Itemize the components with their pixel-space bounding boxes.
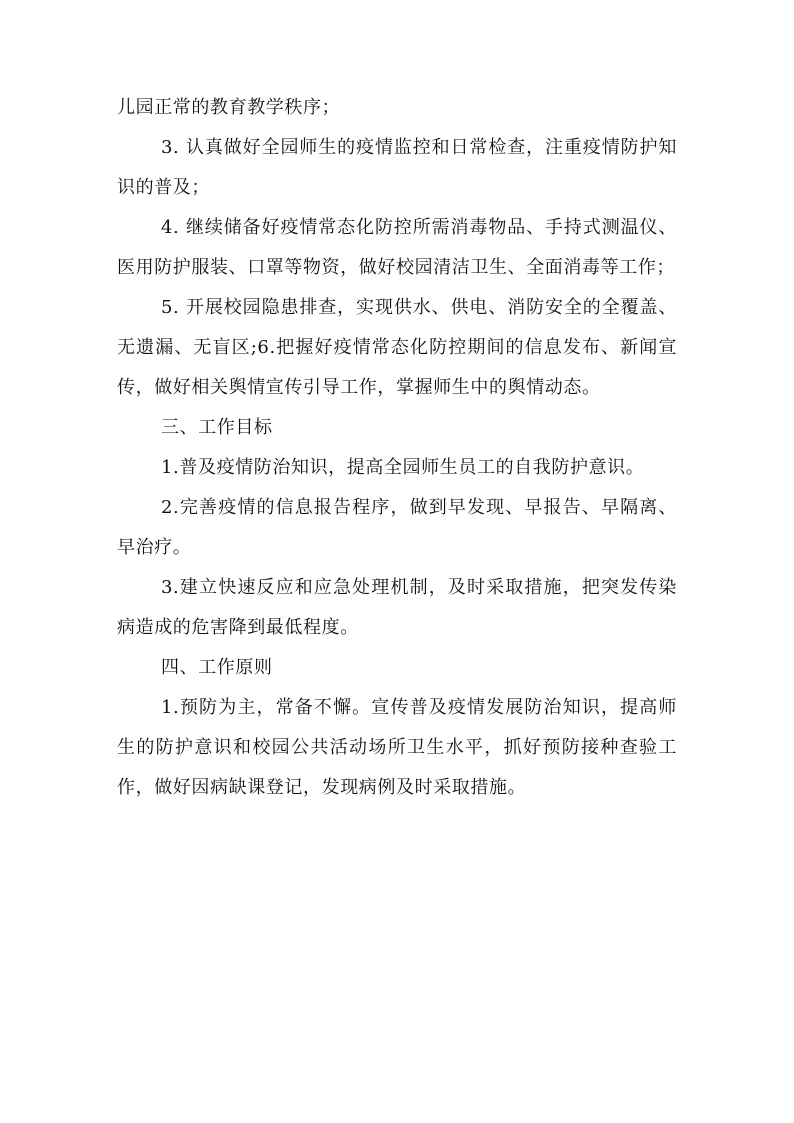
paragraph-item-3: 3. 认真做好全园师生的疫情监控和日常检查，注重疫情防护知识的普及；: [117, 137, 677, 198]
document-body: [117, 88, 677, 808]
paragraph-item-4: 4. 继续储备好疫情常态化防控所需消毒物品、手持式测温仪、医用防护服装、口罩等物资，做好校园清洁卫生、全面消毒等工作；: [117, 217, 677, 278]
paragraph-item-5-6: 5. 开展校园隐患排查，实现供水、供电、消防安全的全覆盖、无遗漏、无盲区;6.把握好疫情常态化防控期间的信息发布、新闻宣传，做好相关舆情宣传引导工作，掌握师生中的舆情动态。: [117, 297, 677, 398]
goal-item-2: 2.完善疫情的信息报告程序，做到早发现、早报告、早隔离、早治疗。: [117, 497, 677, 558]
section-heading-goals: 三、工作目标: [161, 417, 273, 438]
section-heading-principles: 四、工作原则: [161, 657, 273, 678]
goal-item-3: 3.建立快速反应和应急处理机制，及时采取措施，把突发传染病造成的危害降到最低程度。: [117, 577, 677, 638]
paragraph-continuation: 儿园正常的教育教学秩序；: [117, 97, 341, 118]
goal-item-1: 1.普及疫情防治知识，提高全园师生员工的自我防护意识。: [161, 457, 645, 478]
principle-item-1: 1.预防为主，常备不懈。宣传普及疫情发展防治知识，提高师生的防护意识和校园公共活动场所卫生水平，抓好预防接种查验工作，做好因病缺课登记，发现病例及时采取措施。: [117, 697, 677, 798]
